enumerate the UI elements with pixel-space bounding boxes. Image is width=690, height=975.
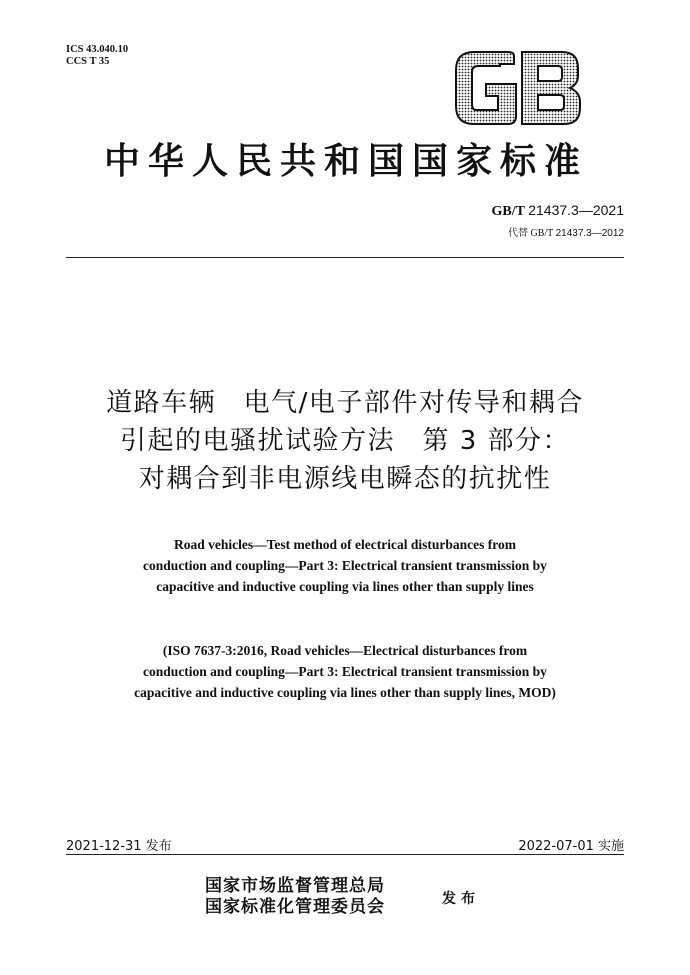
- chinese-title-line-1: 道路车辆 电气/电子部件对传导和耦合: [106, 388, 584, 418]
- classification-codes: [66, 44, 128, 68]
- replaces-standard: [508, 224, 624, 239]
- gb-logo: [452, 50, 584, 126]
- ics-code: ICS 43.040.10: [66, 44, 129, 55]
- english-title-line-2: conduction and coupling—Part 3: Electrical transient transmission by: [143, 558, 547, 573]
- english-title-line-1: Road vehicles—Test method of electrical disturbances from: [174, 537, 516, 552]
- standard-number: [492, 202, 624, 220]
- issuing-authorities: [205, 876, 385, 918]
- chinese-title: [40, 384, 650, 498]
- english-title-line-3: capacitive and inductive coupling via lines other than supply lines: [156, 579, 534, 594]
- chinese-title-line-2: 引起的电骚扰试验方法 第 3 部分：: [119, 426, 571, 456]
- publish-date: 2021-12-31 发布: [66, 839, 172, 854]
- bottom-divider: [66, 854, 624, 855]
- gb-logo-graphic: [452, 50, 584, 126]
- iso-reference-line-1: (ISO 7637-3:2016, Road vehicles—Electrical disturbances from: [162, 643, 528, 658]
- standard-number-value: 21437.3—2021: [528, 202, 624, 218]
- ccs-code: CCS T 35: [66, 56, 110, 67]
- chinese-title-line-3: 对耦合到非电源线电瞬态的抗扰性: [138, 464, 552, 494]
- standard-number-prefix: GB/T: [491, 204, 525, 219]
- iso-reference-line-2: conduction and coupling—Part 3: Electrical transient transmission by: [143, 664, 547, 679]
- issuer-sac: 国家标准化管理委员会: [205, 897, 385, 917]
- top-divider: [66, 257, 624, 258]
- implement-date: 2022-07-01 实施: [518, 839, 624, 854]
- issuer-samr: 国家市场监督管理总局: [205, 876, 385, 896]
- iso-reference: [40, 640, 650, 703]
- issue-label: 发布: [442, 891, 480, 907]
- replaces-prefix: 代替 GB/T: [507, 228, 554, 239]
- replaces-number: 21437.3—2012: [555, 228, 624, 239]
- iso-reference-line-3: capacitive and inductive coupling via lines other than supply lines, MOD): [134, 685, 556, 700]
- english-title: [60, 534, 630, 597]
- standard-category: 中华人民共和国国家标准: [103, 140, 588, 182]
